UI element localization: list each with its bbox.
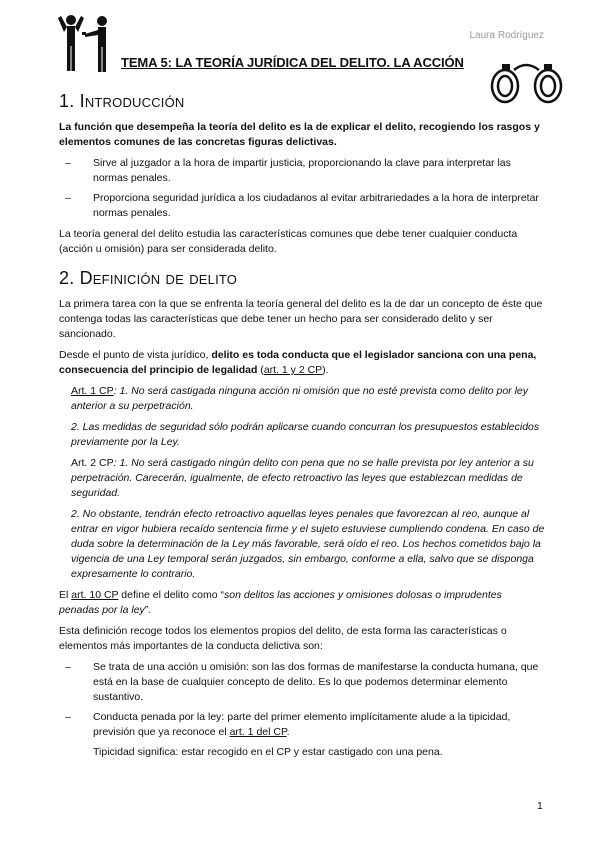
art1-paragraph-2: 2. Las medidas de seguridad sólo podrán aplicarse cuando concurran los presupuestos establecidos previamente por la Ley. (71, 421, 540, 448)
quote-span: son delitos las acciones y omisiones dolosas o imprudentes penadas por la ley (59, 589, 502, 616)
intro-paragraph: La función que desempeña la teoría del delito es la de explicar el delito, recogiendo los rasgos y elementos comunes de las concretas figuras delictivas. (59, 121, 540, 148)
text-span: ”. (144, 604, 152, 616)
page-number: 1 (537, 800, 543, 812)
two-figures-logo-icon (58, 14, 120, 76)
text-span: Desde el punto de vista jurídico, (59, 349, 212, 361)
list-item: – Sirve al juzgador a la hora de impartir justicia, proporcionando la clave para interpretar las normas penales. (93, 156, 545, 186)
article-link[interactable]: art. 10 CP (71, 589, 119, 601)
section-heading-introduccion: 1. Introducción (59, 91, 185, 111)
list-item: – Proporciona seguridad jurídica a los ciudadanos al evitar arbitrariedades a la hora de interpretar normas penales. (93, 191, 545, 221)
section-heading-definicion: 2. Definición de delito (59, 268, 238, 288)
intro-closing-paragraph: La teoría general del delito estudia las características comunes que debe tener cualquier conducta (acción u omisión) para ser considerada delito. (59, 228, 518, 255)
art2-paragraph (71, 456, 545, 501)
art1-paragraph (71, 384, 545, 414)
art10-paragraph (59, 588, 545, 618)
author-name: Laura Rodríguez (469, 30, 544, 41)
elements-list (59, 660, 545, 740)
text-span: : 1. No será castigado ningún delito con pena que no se halle prevista por ley anterior a su perpetración. Carecerán, igualmente, de efecto retroactivo las leyes que establezcan medidas de seguridad. (71, 457, 534, 499)
art2-paragraph-2: 2. No obstante, tendrán efecto retroactivo aquellas leyes penales que favorezcan al reo, aunque al entrar en vigor hubiera recaído sentencia firme y el sujeto estuviese cumpliendo condena. En caso de duda sobre la determinación de la Ley más favorable, será oído el reo. Los hechos cometidos bajo la vigencia de una Ley temporal serán juzgados, sin embargo, conforme a ella, salvo que se disponga expresamente lo contrario. (71, 508, 545, 580)
text-span: . (286, 726, 290, 738)
article-link[interactable]: art. 1 del CP (229, 726, 287, 738)
list-item (93, 710, 545, 740)
definition-paragraph-1: La primera tarea con la que se enfrenta la teoría general del delito es la de dar un concepto de éste que contenga todas las características que debe tener un hecho para ser considerado delito y ser sancionado. (59, 298, 543, 340)
list-item: – Se trata de una acción u omisión: son las dos formas de manifestarse la conducta humana, que está en la base de cualquier concepto de delito. Es lo que podemos determinar elemento sustantivo. (93, 660, 545, 705)
legal-quote-block (71, 384, 545, 582)
definition-paragraph-2 (59, 348, 545, 378)
elements-paragraph: Esta definición recoge todos los elementos propios del delito, de esta forma las características o elementos más importantes de la conducta delictiva son: (59, 625, 507, 652)
text-span: Conducta penada por la ley: parte del primer elemento implícitamente alude a la tipicidad, previsión que ya reconoce el (93, 711, 511, 738)
text-span: El (59, 589, 72, 601)
article-link[interactable]: Art. 1 CP (71, 385, 114, 397)
bold-span: delito es toda conducta que el legislador sanciona con una pena, consecuencia del principio de legalidad (59, 349, 537, 376)
article-ref: Art. 2 CP (71, 457, 114, 469)
page-title: TEMA 5: LA TEORÍA JURÍDICA DEL DELITO. LA ACCIÓN (121, 55, 464, 70)
text-span: : 1. No será castigada ninguna acción ni omisión que no esté prevista como delito por ley anterior a su perpetración. (71, 385, 529, 412)
tipicidad-paragraph: Tipicidad significa: estar recogido en el CP y estar castigado con una pena. (93, 746, 443, 758)
text-span: ). (322, 364, 329, 376)
text-span: ( (257, 364, 264, 376)
document-body (59, 90, 545, 766)
intro-list (59, 156, 545, 221)
article-link[interactable]: art. 1 y 2 CP (263, 364, 323, 376)
text-span: define el delito como “ (118, 589, 225, 601)
